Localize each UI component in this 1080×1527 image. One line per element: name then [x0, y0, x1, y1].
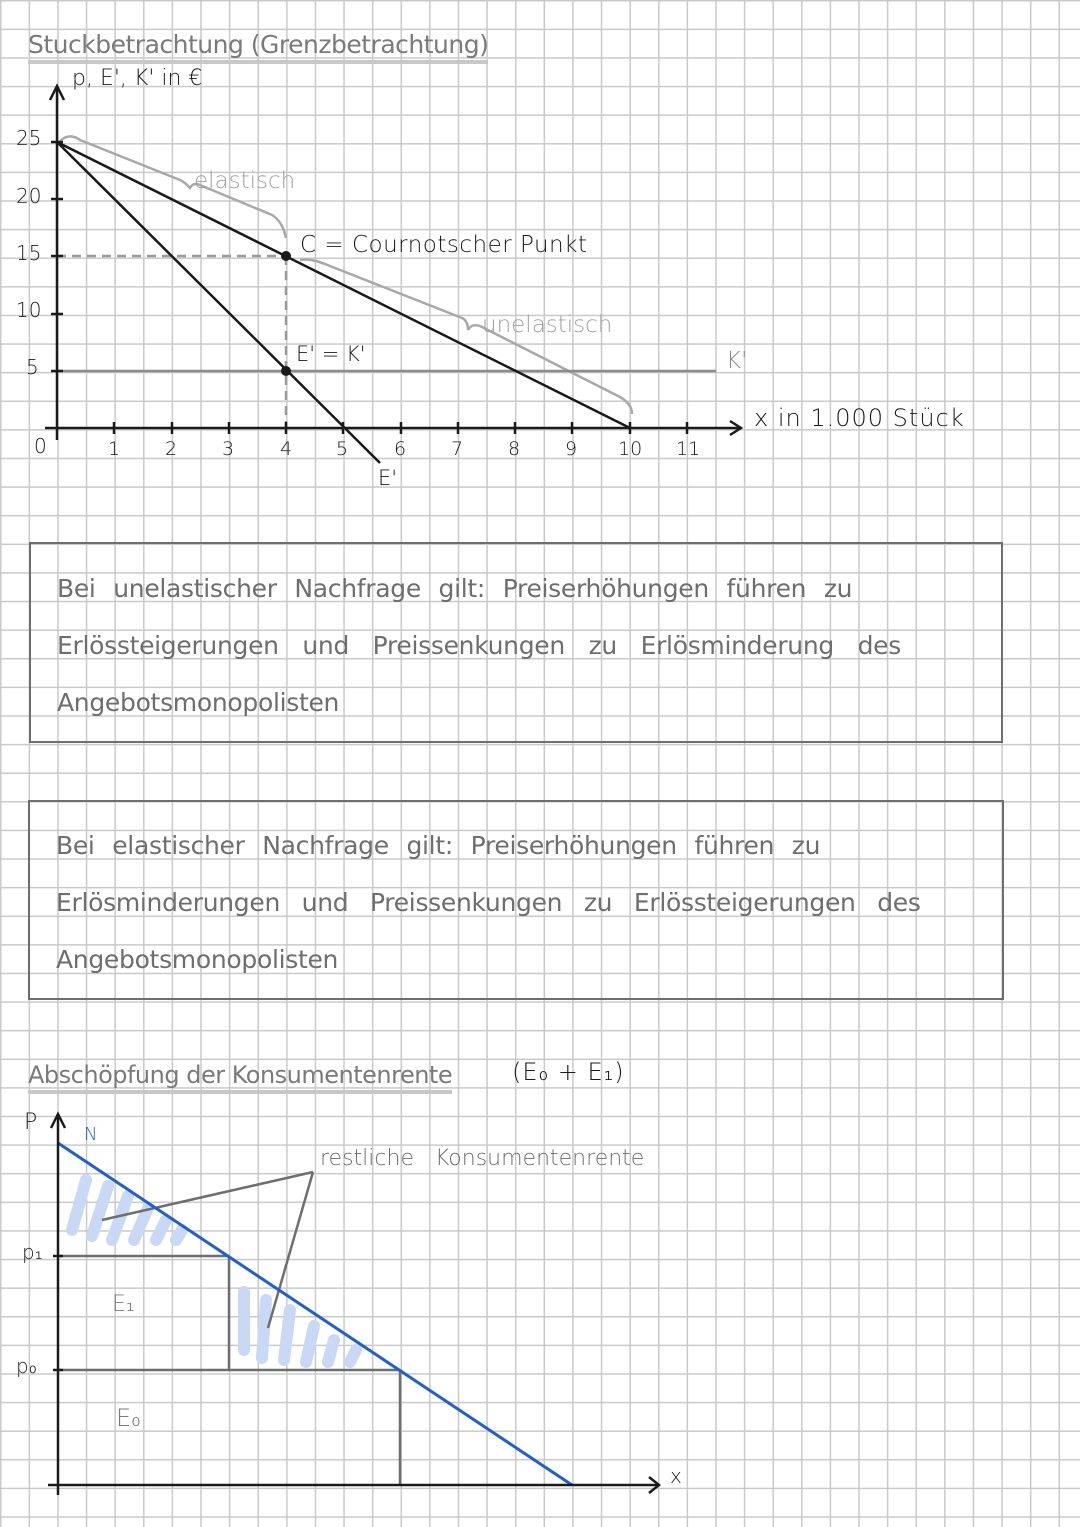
e0-area-label: E₀ [116, 1404, 141, 1432]
origin-label: 0 [34, 434, 47, 458]
y-axis-2-label: P [24, 1110, 38, 1135]
section2-heading: Abschöpfung der Konsumentenrente [28, 1060, 452, 1094]
y-tick-10: 10 [16, 298, 42, 322]
section1-heading: Stuckbetrachtung (Grenzbetrachtung) [28, 30, 488, 64]
x-axis-2-label: x [670, 1464, 682, 1488]
e1-area-label: E₁ [112, 1292, 135, 1317]
y-tick-5: 5 [26, 355, 39, 379]
p1-label: p₁ [22, 1240, 43, 1264]
x-tick-7: 7 [451, 438, 464, 460]
y-tick-15: 15 [16, 241, 42, 265]
x-tick-11: 11 [676, 438, 701, 460]
ek-label: E' = K' [296, 342, 366, 366]
note1-line2: Erlössteigerungen und Preissenkungen zu Erlösminderung des [57, 631, 901, 660]
note2-line3: Angebotsmonopolisten [56, 945, 339, 974]
x-tick-5: 5 [336, 438, 349, 460]
note2-line1: Bei elastischer Nachfrage gilt: Preiserhöhungen führen zu [56, 831, 821, 860]
curve-n-label: N [84, 1124, 98, 1145]
y-tick-20: 20 [16, 184, 42, 208]
x-tick-2: 2 [165, 438, 178, 460]
x-tick-1: 1 [108, 438, 121, 460]
remaining-surplus-hatch [72, 1180, 356, 1362]
cournot-label: C = Cournotscher Punkt [300, 232, 588, 258]
x-tick-10: 10 [618, 438, 643, 460]
x-tick-4: 4 [280, 438, 293, 460]
x-tick-3: 3 [222, 438, 235, 460]
x-tick-8: 8 [508, 438, 521, 460]
demand-curve-n [58, 1143, 572, 1485]
k-prime-label: K' [726, 348, 748, 374]
e-prime-label: E' [378, 466, 398, 490]
note1-line3: Angebotsmonopolisten [57, 688, 340, 717]
y-axis-label: p, E', K' in € [72, 66, 203, 91]
p0-label: p₀ [16, 1354, 37, 1378]
x-tick-9: 9 [565, 438, 578, 460]
unelastisch-label: unelastisch [482, 312, 613, 338]
note2-line2: Erlösminderungen und Preissenkungen zu Erlössteigerungen des [56, 888, 921, 917]
x-tick-6: 6 [394, 438, 407, 460]
y-tick-25: 25 [16, 126, 42, 150]
note1-line1: Bei unelastischer Nachfrage gilt: Preiserhöhungen führen zu [57, 574, 853, 603]
elastisch-label: elastisch [194, 168, 296, 194]
remaining-surplus-label: restliche Konsumentenrente [320, 1146, 645, 1171]
section2-formula: (E₀ + E₁) [512, 1058, 625, 1086]
x-axis-label: x in 1.000 Stück [754, 404, 965, 432]
